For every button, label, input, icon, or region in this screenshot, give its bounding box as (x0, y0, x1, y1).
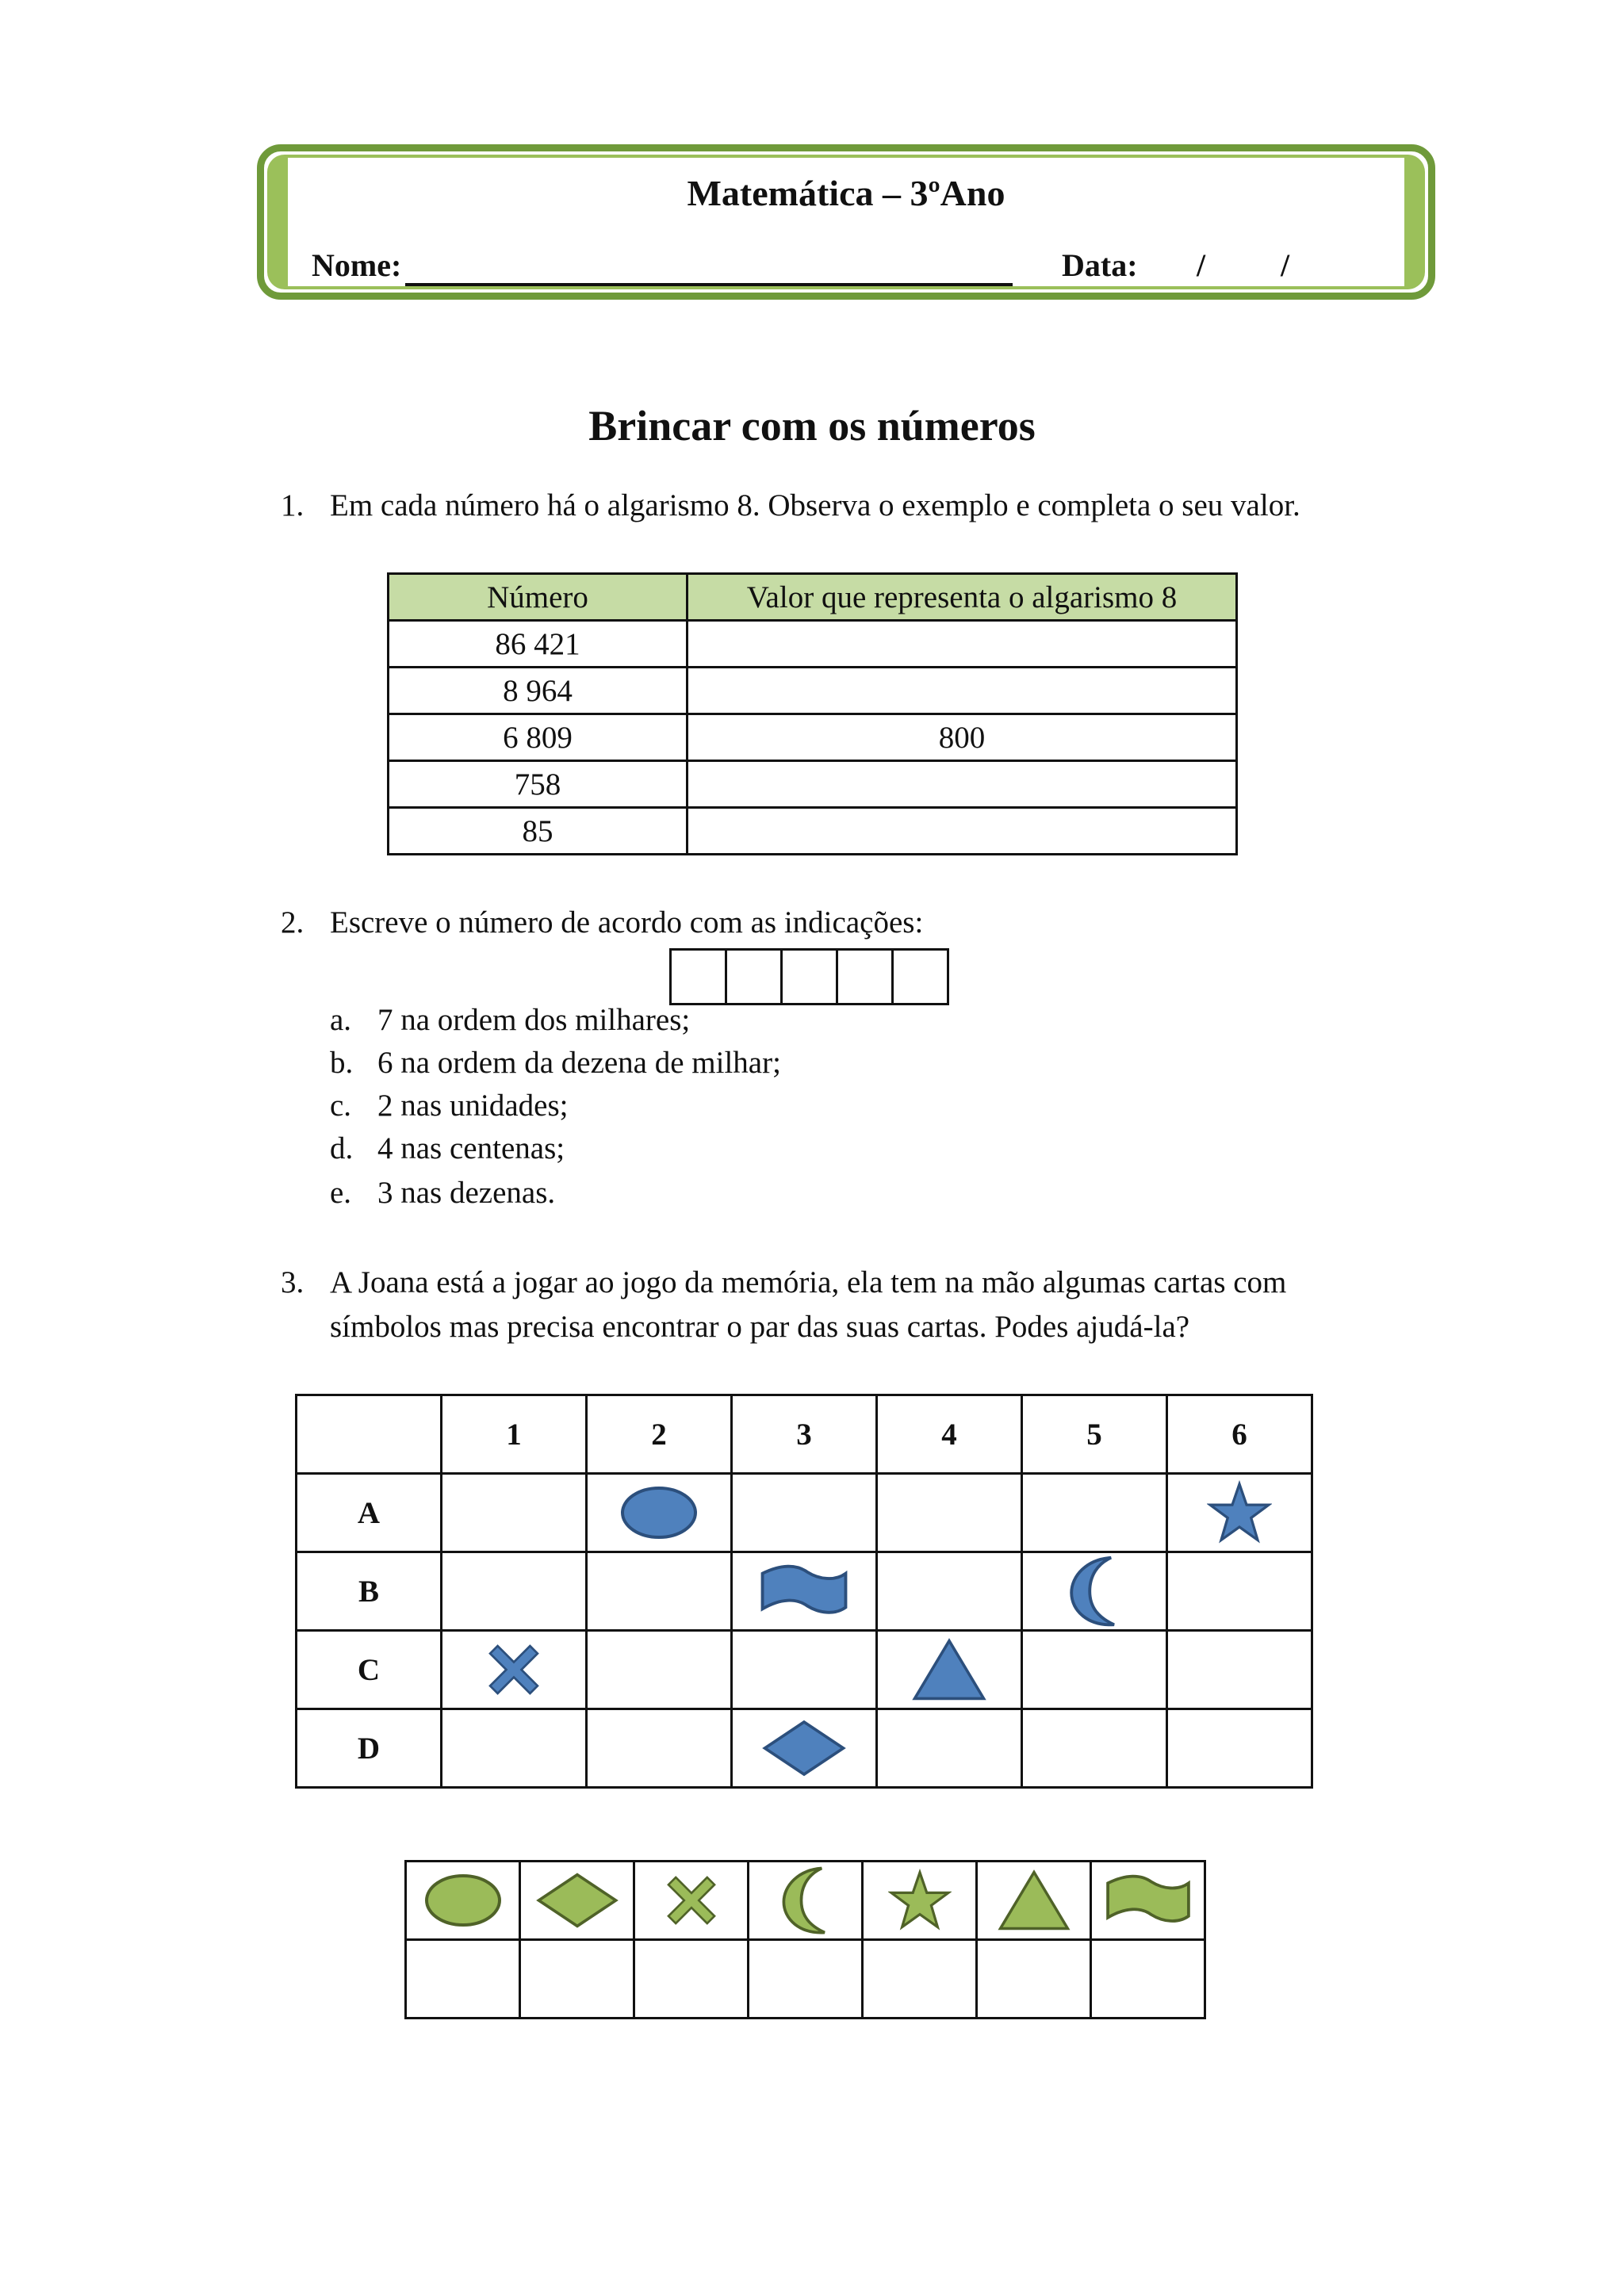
grid-cell[interactable] (1022, 1474, 1167, 1552)
diamond-icon (534, 1872, 620, 1929)
page-title: Brincar com os números (588, 402, 1036, 450)
question-number: 1. (281, 488, 304, 522)
card-cell (863, 1862, 977, 1940)
column-header: 2 (587, 1395, 732, 1474)
grid-cell[interactable] (587, 1474, 732, 1552)
name-label: Nome: (312, 247, 402, 283)
answer-cell[interactable] (688, 808, 1237, 855)
card-cell (406, 1862, 520, 1940)
date-separator: / (1197, 247, 1206, 283)
grid-cell[interactable] (732, 1631, 877, 1709)
answer-cell[interactable] (634, 1940, 749, 2019)
moon-icon (776, 1864, 836, 1937)
grid-row (297, 1474, 1312, 1552)
grid-cell[interactable] (1167, 1474, 1312, 1552)
number-cell: 8 964 (389, 668, 688, 714)
table-row (389, 761, 1237, 808)
triangle-icon (908, 1638, 990, 1701)
answer-cell[interactable] (688, 668, 1237, 714)
cross-icon (487, 1643, 541, 1697)
grid-cell[interactable] (442, 1631, 587, 1709)
item-text: 3 nas dezenas. (377, 1176, 556, 1210)
grid-row (297, 1709, 1312, 1788)
wave-icon (757, 1564, 851, 1618)
card-cell (634, 1862, 749, 1940)
answer-cell[interactable] (977, 1940, 1091, 2019)
date-separator: / (1281, 247, 1290, 283)
card-symbols-row (406, 1862, 1205, 1940)
number-cell: 85 (389, 808, 688, 855)
worksheet-title: Matemática – 3ºAno (687, 173, 1005, 213)
name-field-line[interactable] (405, 283, 1013, 286)
digit-box[interactable] (672, 951, 727, 1003)
card-cell (749, 1862, 863, 1940)
table-row (389, 808, 1237, 855)
column-header: 3 (732, 1395, 877, 1474)
row-header: C (297, 1631, 442, 1709)
grid-cell[interactable] (587, 1552, 732, 1631)
grid-cell[interactable] (877, 1709, 1022, 1788)
date-label: Data: (1062, 247, 1138, 283)
item-text: 6 na ordem da dezena de milhar; (377, 1046, 781, 1080)
header-box (257, 144, 1435, 300)
oval-icon (423, 1872, 503, 1929)
grid-cell[interactable] (732, 1552, 877, 1631)
column-header: 1 (442, 1395, 587, 1474)
moon-icon (1063, 1553, 1125, 1629)
card-cell (977, 1862, 1091, 1940)
row-header: D (297, 1709, 442, 1788)
column-header: 4 (877, 1395, 1022, 1474)
digit-box[interactable] (838, 951, 894, 1003)
question-text: Escreve o número de acordo com as indicações: (330, 905, 924, 939)
grid-cell[interactable] (877, 1631, 1022, 1709)
row-header: A (297, 1474, 442, 1552)
item-text: 4 nas centenas; (377, 1131, 565, 1165)
table-row (389, 668, 1237, 714)
digit-boxes (669, 948, 949, 1005)
digit-box[interactable] (894, 951, 947, 1003)
grid-cell[interactable] (1167, 1552, 1312, 1631)
answer-cell[interactable] (749, 1940, 863, 2019)
item-text: 2 nas unidades; (377, 1089, 569, 1123)
star-icon (888, 1869, 952, 1932)
grid-cell[interactable] (732, 1474, 877, 1552)
grid-cell[interactable] (587, 1631, 732, 1709)
corner-cell (297, 1395, 442, 1474)
question-text: Em cada número há o algarismo 8. Observa o exemplo e completa o seu valor. (330, 488, 1300, 522)
table-header: Valor que representa o algarismo 8 (688, 574, 1237, 621)
grid-cell[interactable] (877, 1552, 1022, 1631)
grid-cell[interactable] (442, 1709, 587, 1788)
wave-icon (1102, 1874, 1194, 1927)
star-icon (1207, 1480, 1272, 1545)
number-cell: 6 809 (389, 714, 688, 761)
row-header: B (297, 1552, 442, 1631)
digit-box[interactable] (727, 951, 783, 1003)
question-text: símbolos mas precisa encontrar o par das suas cartas. Podes ajudá-la? (330, 1310, 1190, 1344)
grid-row (297, 1631, 1312, 1709)
table-row (389, 621, 1237, 668)
item-letter: b. (330, 1046, 354, 1080)
oval-icon (619, 1485, 699, 1540)
grid-cell[interactable] (1022, 1631, 1167, 1709)
diamond-icon (760, 1719, 848, 1777)
table-header: Número (389, 574, 688, 621)
grid-cell[interactable] (1022, 1709, 1167, 1788)
digit-box[interactable] (783, 951, 838, 1003)
column-header: 5 (1022, 1395, 1167, 1474)
item-text: 7 na ordem dos milhares; (377, 1003, 691, 1037)
grid-row (297, 1552, 1312, 1631)
value-table (387, 572, 1238, 855)
grid-cell[interactable] (732, 1709, 877, 1788)
question-text: A Joana está a jogar ao jogo da memória, ela tem na mão algumas cartas com (330, 1265, 1287, 1299)
item-letter: d. (330, 1131, 354, 1165)
card-cell (520, 1862, 634, 1940)
grid-cell[interactable] (1167, 1709, 1312, 1788)
grid-cell[interactable] (877, 1474, 1022, 1552)
item-letter: a. (330, 1003, 352, 1037)
grid-cell[interactable] (1167, 1631, 1312, 1709)
grid-cell[interactable] (587, 1709, 732, 1788)
answer-cell[interactable] (520, 1940, 634, 2019)
card-cell (1091, 1862, 1205, 1940)
item-letter: e. (330, 1176, 352, 1210)
card-answer-row (406, 1940, 1205, 2019)
answer-cell[interactable] (406, 1940, 520, 2019)
answer-cell[interactable] (688, 621, 1237, 668)
cross-icon (665, 1874, 718, 1927)
grid-cell[interactable] (442, 1474, 587, 1552)
answer-cell: 800 (688, 714, 1237, 761)
number-cell: 86 421 (389, 621, 688, 668)
cards-table (404, 1860, 1206, 2019)
table-row (389, 714, 1237, 761)
question-number: 2. (281, 905, 304, 939)
answer-cell[interactable] (688, 761, 1237, 808)
item-letter: c. (330, 1089, 352, 1123)
answer-cell[interactable] (1091, 1940, 1205, 2019)
question-number: 3. (281, 1265, 304, 1299)
memory-grid (295, 1394, 1313, 1789)
grid-cell[interactable] (442, 1552, 587, 1631)
triangle-icon (994, 1869, 1074, 1931)
grid-cell[interactable] (1022, 1552, 1167, 1631)
column-header: 6 (1167, 1395, 1312, 1474)
number-cell: 758 (389, 761, 688, 808)
answer-cell[interactable] (863, 1940, 977, 2019)
